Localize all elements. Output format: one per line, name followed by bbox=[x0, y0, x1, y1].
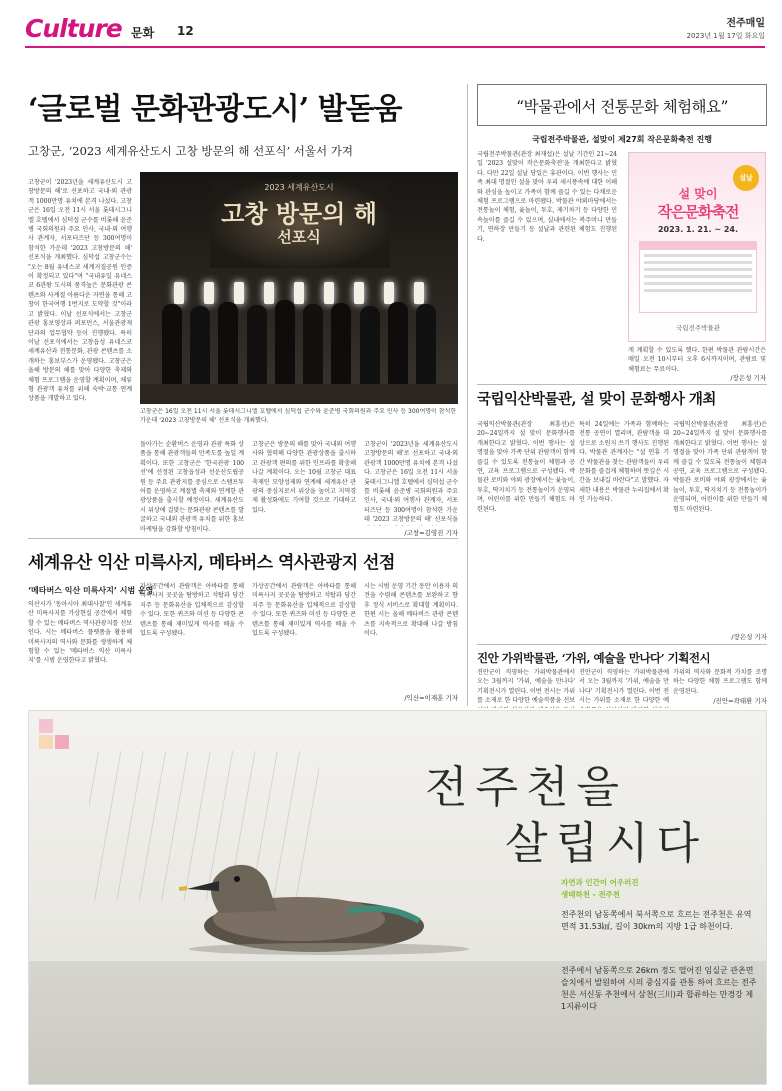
poster-date: 2023. 1. 21. ~ 24. bbox=[657, 225, 739, 234]
iksan-col3: 국립익산박물관(관장 최흥선)은 20~24일까지 설 맞이 문화행사를 개최한다고 밝혔다. 이번 행사는 설 명절을 맞아 가족 단위 관람객이 함께 즐길 수 있도록 전통놀이 체험과 공연, 교육 프로그램으로 구성됐다. 박물관 로비와 야외 광장에서는 윷놀이, 투호, 딱지치기 등 전통놀이가 운영되며, 어린이를 위한 만들기 체험도 마련된다. bbox=[673, 421, 767, 513]
issue-date: 2023년 1월 17일 화요일 bbox=[686, 32, 765, 40]
museum-bottom-rule bbox=[477, 384, 767, 385]
museum-subhead: 국립전주박물관, 설맞이 제27회 작은문화축전 진행 bbox=[532, 135, 712, 144]
metaverse-col3: 가상공간에서 관람객은 아바타를 통해 미륵사지 곳곳을 탐방하고 석탑과 당간지주 등 문화유산을 입체적으로 감상할 수 있다. 또한 퀴즈와 미션 등 다양한 콘텐츠를 통해 재미있게 역사를 배울 수 있도록 구성됐다. bbox=[252, 583, 356, 638]
lead-subhead: 고창군, ‘2023 세계유산도시 고창 방문의 해 선포식’ 서울서 가져 bbox=[28, 144, 353, 158]
lead-col2: 돌아가는 순환버스 운영과 관광 특화 상품을 통해 관광객들의 만족도를 높일 계획이다. 또한 고창군은 '한국관광 100선'에 선정된 고창읍성과 선운산도립공원 등 주요 관광지를 중심으로 스탬프투어를 운영하고 계절별 축제와 연계한 관광상품을 출시할 예정이다. 세계유산도시 위상에 걸맞는 문화관광 콘텐츠를 발굴하고 국내외 관광객 유치를 위한 홍보마케팅을 강화할 방침이다. bbox=[140, 441, 244, 533]
metaverse-col1: 익산시가 '동아시아 최대사찰'인 세계유산 미륵사지를 가상현실 공간에서 체험할 수 있는 메타버스 역사관광지를 선보인다. 시는 메타버스 플랫폼을 활용해 미륵사지의 역사와 문화를 생생하게 체험할 수 있는 '메타버스 익산 미륵사지'를 시범 운영한다고 밝혔다. bbox=[28, 601, 132, 665]
museum-headline: “박물관에서 전통문화 체험해요” bbox=[516, 98, 728, 116]
ad-title-line1: 전주천을 bbox=[425, 762, 628, 813]
lead-col4: 고창군이 '2023년을 세계유산도시 고창방문의 해'로 선포하고 국내·외 관광객 1000만명 유치에 본격 나섰다. 고창군은 16일 오전 11시 서울 롯데시그니엘 호텔에서 심덕섭 군수를 비롯해 윤준병 국회의원과 주요 인사, 국내·외 여행사 관계자, 서포터즈단 등 300여명이 참석한 가운데 '2023 고창방문의 해' 선포식을 bbox=[364, 441, 458, 524]
museum-col1: 국립전주박물관(관장 최재섭)은 설날 기간인 21~24일 '2023 설맞이 작은문화축전'을 개최한다고 밝혔다. 다만 22일 설날 당일은 휴관이다. 이번 행사는 민족 최대 명절인 설을 맞아 우리 세시풍속에 대한 이해와 관심을 높이고 가족이 함께 즐길 수 있는 다채로운 체험 프로그램으로 마련됐다. 박물관 야외마당에서는 전통놀이 체험, 윷놀이, 투호, 제기차기 등 다양한 민속놀이를 즐길 수 있으며, 실내에서는 복주머니 만들기, 연하장 만들기 등 설날과 관련된 체험도 진행된다. bbox=[477, 151, 617, 243]
iksan-byline: /장은성 기자 bbox=[731, 633, 767, 641]
column-divider bbox=[467, 84, 468, 706]
stage-floor bbox=[140, 384, 458, 404]
metaverse-col2: 가상공간에서 관람객은 아바타를 통해 미륵사지 곳곳을 탐방하고 석탑과 당간지주 등 문화유산을 입체적으로 감상할 수 있다. 또한 퀴즈와 미션 등 다양한 콘텐츠를 통해 재미있게 역사를 배울 수 있도록 구성됐다. bbox=[140, 583, 244, 638]
lead-col1: 고창군이 '2023년을 세계유산도시 고창방문의 해'로 선포하고 국내·외 관광객 1000만명 유치에 본격 나섰다. 고창군은 16일 오전 11시 서울 롯데시그니엘 호텔에서 심덕섭 군수를 비롯해 윤준병 국회의원과 주요 인사, 국내·외 여행사 관계자, 서포터즈단 등 300여명이 참석한 가운데 '2023 고창방문의 해' 선포식을 개최했다. 심덕섭 고창군수는 "오는 8월 유네스코 세계지질공원 인증이 확정되고 있다"며 "국내유일 유네스코 6관왕 도시의 품격높은 문화관광 콘텐츠와 사계절 아름다운 자연을 통해 고창이 한국여행 1번지로 도약할 것"이라고 밝혔다. 이날 선포식에서는 고창군 관광 홍보영상과 퍼포먼스, 서울관광재단과의 업무협약 등이 진행됐다. 특히 이날 선포식에서는 고창읍성 유네스코 세계유산과 전통문화, 관광 콘텐츠를 소개하는 홍보부스가 운영됐다. 고창군은 올해 방문의 해를 맞아 다양한 축제와 체험 프로그램을 운영할 계획이며, 체류형 관광객 유치를 위해 숙박·교통 연계 상품을 개발하고 있다. bbox=[28, 179, 132, 403]
lead-headline: ‘글로벌 문화관광도시’ 발돋움 bbox=[28, 92, 402, 127]
museum-byline: /장은성 기자 bbox=[730, 374, 766, 382]
jinan-headline: 진안 가위박물관, ‘가위, 예술을 만나다’ 기획전시 bbox=[477, 651, 711, 665]
lead-bottom-rule bbox=[28, 538, 458, 539]
poster-badge-label: 설날 bbox=[739, 174, 753, 182]
jinan-col1: 진안군이 직영하는 가위박물관에서 오는 3월까지 '가위, 예술을 만나다' 기획전시가 열린다. 이번 전시는 가위를 소재로 한 다양한 예술작품을 선보 bbox=[477, 669, 575, 705]
ad-tag1: 자연과 인간이 어우러진 bbox=[561, 878, 639, 887]
deco-square-2 bbox=[39, 735, 53, 749]
photo-title-2: 고창 방문의 해 bbox=[221, 199, 377, 228]
lead-byline: /고창=김영진 기자 bbox=[404, 529, 458, 537]
museum-poster bbox=[628, 152, 766, 342]
section-header bbox=[25, 14, 765, 46]
iksan-bottom-rule bbox=[477, 644, 767, 645]
iksan-col2: 특히 24일에는 가족과 함께하는 전통 공연이 열리며, 관람객을 대상으로 소원지 쓰기 행사도 진행된다. 박물관 관계자는 "설 연휴 기간 박물관을 찾는 관람객들이 우리 문화를 즐겁게 체험하며 뜻깊은 시간을 보내길 바란다"고 말했다. 자세한 내용은 박물관 누리집에서 확인 가능하다. bbox=[579, 421, 669, 504]
metaverse-byline: /익산=이재훈 기자 bbox=[404, 694, 458, 702]
metaverse-subhead: ‘메타버스 익산 미륵사지’ 시범 운영 bbox=[28, 586, 154, 595]
ad-tag2: 생태하천 - 전주천 bbox=[561, 890, 621, 899]
river-ad bbox=[28, 710, 767, 1085]
metaverse-col4: 시는 시범 운영 기간 동안 이용자 의견을 수렴해 콘텐츠를 보완하고 향후 정식 서비스로 확대할 계획이다. 한편 시는 올해 메타버스 관광 콘텐츠를 지속적으로 확대해 나갈 방침이다. bbox=[364, 583, 458, 638]
photo-title-3: 선포식 bbox=[277, 228, 321, 246]
section-title: Culture bbox=[25, 14, 122, 43]
page-number: 12 bbox=[177, 24, 194, 38]
header-rule bbox=[25, 46, 765, 48]
deco-square-1 bbox=[39, 719, 53, 733]
iksan-headline: 국립익산박물관, 설 맞이 문화행사 개최 bbox=[477, 391, 716, 408]
photo-title-1: 2023 세계유산도시 bbox=[264, 183, 334, 192]
jinan-byline: /진안=곽태환 기자 bbox=[713, 697, 767, 705]
jinan-col2: 진안군이 직영하는 가위박물관에서 오는 3월까지 '가위, 예술을 만나다' 기획전시가 열린다. 이번 전시는 가위를 소재로 한 다양한 예 bbox=[579, 669, 669, 705]
iksan-col1: 국립익산박물관(관장 최흥선)은 20~24일까지 설 맞이 문화행사를 개최한다고 밝혔다. 이번 행사는 설 명절을 맞아 가족 단위 관람객이 함께 즐길 수 있도록 전통놀이 체험과 공연, 교육 프로그램으로 구성됐다. 박물관 로비와 야외 광장에서는 윷놀이, 투호, 딱지치기 등 전통놀이가 운영되며, 어린이를 위한 만들기 체험도 마련된다. bbox=[477, 421, 575, 513]
lead-photo-caption: 고창군은 16일 오전 11시 서울 롯데시그니엘 호텔에서 심덕섭 군수와 윤준병 국회의원과 주요 인사 등 300여명이 참석한 가운데 '2023 고창방문의 해' 선포식을 개최했다. bbox=[140, 408, 457, 424]
ad-title-line2: 살립시다 bbox=[505, 818, 708, 869]
poster-program-table bbox=[639, 241, 757, 313]
museum-headline-box bbox=[477, 84, 767, 126]
jinan-col3: 가위의 역사와 문화적 가치를 조명하는 다양한 체험 프로그램도 함께 운영된다. bbox=[673, 669, 767, 695]
deco-square-3 bbox=[55, 735, 69, 749]
museum-col2: 게 계획할 수 있도록 했다. 한편 박물관 관람시간은 매일 오전 10시부터 오후 6시까지이며, 관람료 및 체험료는 무료이다. bbox=[628, 347, 766, 373]
metaverse-headline: 세계유산 익산 미륵사지, 메타버스 역사관광지 선점 bbox=[28, 553, 395, 573]
lead-photo bbox=[140, 172, 458, 404]
duck-illustration bbox=[179, 841, 479, 961]
people-row bbox=[162, 298, 436, 384]
poster-line2: 작은문화축전 bbox=[657, 203, 739, 221]
ad-body2: 전주에서 남동쪽으로 26km 정도 떨어진 임실군 관촌면 슬치에서 발원하여 시의 중심지를 관통 하여 흐르는 전주천은 서신동 추천에서 삼천(三川)과 합류하는 만경강 제1지류이다 bbox=[561, 966, 757, 1011]
ad-body1: 전주천의 남동쪽에서 북서쪽으로 흐르는 전주천은 유역면적 31.53㎢, 길이 30km의 지방 1급 하천이다. bbox=[561, 910, 752, 931]
poster-line1: 설 맞이 bbox=[678, 187, 718, 201]
section-title-kr: 문화 bbox=[131, 26, 155, 40]
poster-footer: 국립전주박물관 bbox=[676, 324, 720, 332]
newspaper-name: 전주매일 bbox=[726, 18, 765, 29]
lead-col3: 고창군은 방문의 해를 맞아 국내외 여행사와 협력해 다양한 관광상품을 출시하고 관광객 편의를 위한 인프라를 확충해 나갈 계획이다. 오는 10월 고창군 대표축제인 모양성제와 연계해 세계유산 관광의 중심지로서 위상을 높이고 지역경제 활성화에도 기여할 것으로 기대하고 있다. bbox=[252, 441, 356, 514]
